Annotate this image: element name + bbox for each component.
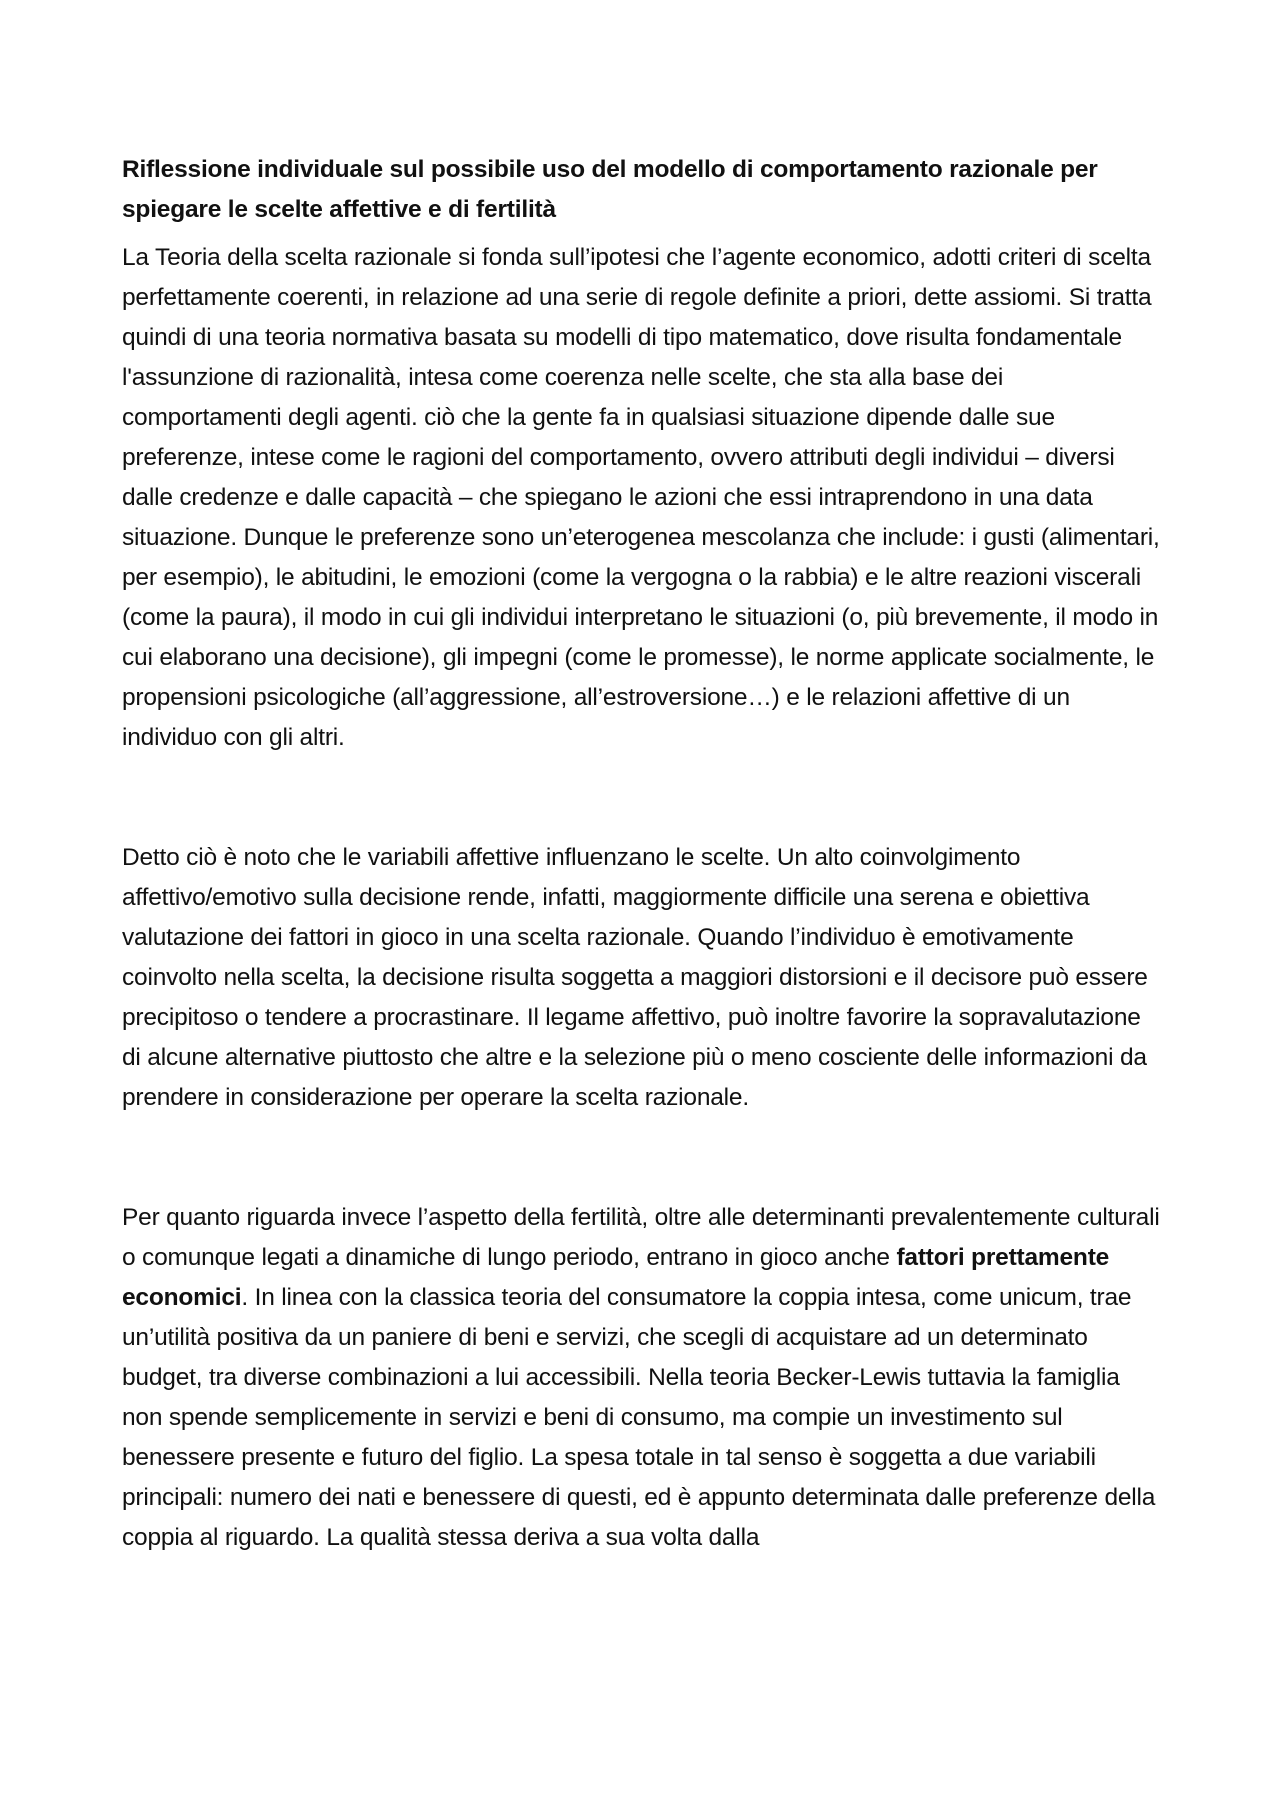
paragraph-affective-variables: Detto ciò è noto che le variabili affettive influenzano le scelte. Un alto coinvolgimento affettivo/emotivo sulla decisione rende, infatti, maggiormente difficile una serena e obiettiva valutazione dei fattori in gioco in una scelta razionale. Quando l’individuo è emotivamente coinvolto nella scelta, la decisione risulta soggetta a maggiori distorsioni e il decisore può essere precipitoso o tendere a procrastinare. Il legame affettivo, può inoltre favorire la sopravalutazione di alcune alternative piuttosto che altre e la selezione più o meno cosciente delle informazioni da prendere in considerazione per operare la scelta razionale.	[122, 844, 1148, 1111]
document-title: Riflessione individuale sul possibile uso del modello di comportamento razionale per spiegare le scelte affettive e di fertilità	[122, 156, 1098, 223]
paragraph-fertility	[122, 1198, 1162, 1558]
paragraph-spacer	[122, 758, 1162, 838]
document-page	[122, 150, 1162, 1558]
paragraph-rational-choice: La Teoria della scelta razionale si fonda sull’ipotesi che l’agente economico, adotti criteri di scelta perfettamente coerenti, in relazione ad una serie di regole definite a priori, dette assiomi. Si tratta quindi di una teoria normativa basata su modelli di tipo matematico, dove risulta fondamentale l'assunzione di razionalità, intesa come coerenza nelle scelte, che sta alla base dei comportamenti degli agenti. ciò che la gente fa in qualsiasi situazione dipende dalle sue preferenze, intese come le ragioni del comportamento, ovvero attributi degli individui – diversi dalle credenze e dalle capacità – che spiegano le azioni che essi intraprendono in una data situazione. Dunque le preferenze sono un’eterogenea mescolanza che include: i gusti (alimentari, per esempio), le abitudini, le emozioni (come la vergogna o la rabbia) e le altre reazioni viscerali (come la paura), il modo in cui gli individui interpretano le situazioni (o, più brevemente, il modo in cui elaborano una decisione), gli impegni (come le promesse), le norme applicate socialmente, le propensioni psicologiche (all’aggressione, all’estroversione…) e le relazioni affettive di un individuo con gli altri.	[122, 244, 1160, 751]
paragraph-fertility-text-end: . In linea con la classica teoria del consumatore la coppia intesa, come unicum, trae un’utilità positiva da un paniere di beni e servizi, che scegli di acquistare ad un determinato budget, tra diverse combinazioni a lui accessibili. Nella teoria Becker-Lewis tuttavia la famiglia non spende semplicemente in servizi e beni di consumo, ma compie un investimento sul benessere presente e futuro del figlio. La spesa totale in tal senso è soggetta a due variabili principali: numero dei nati e benessere di questi, ed è appunto determinata dalle preferenze della coppia al riguardo. La qualità stessa deriva a sua volta dalla	[122, 1284, 1156, 1551]
paragraph-spacer	[122, 1118, 1162, 1198]
paragraph-fertility-text-start: Per quanto riguarda invece l’aspetto della fertilità, oltre alle determinanti prevalentemente culturali o comunque legati a dinamiche di lungo periodo, entrano in gioco anche	[122, 1204, 1160, 1271]
paragraph-fertility-bold-phrase: fattori prettamente economici	[122, 1244, 1110, 1311]
